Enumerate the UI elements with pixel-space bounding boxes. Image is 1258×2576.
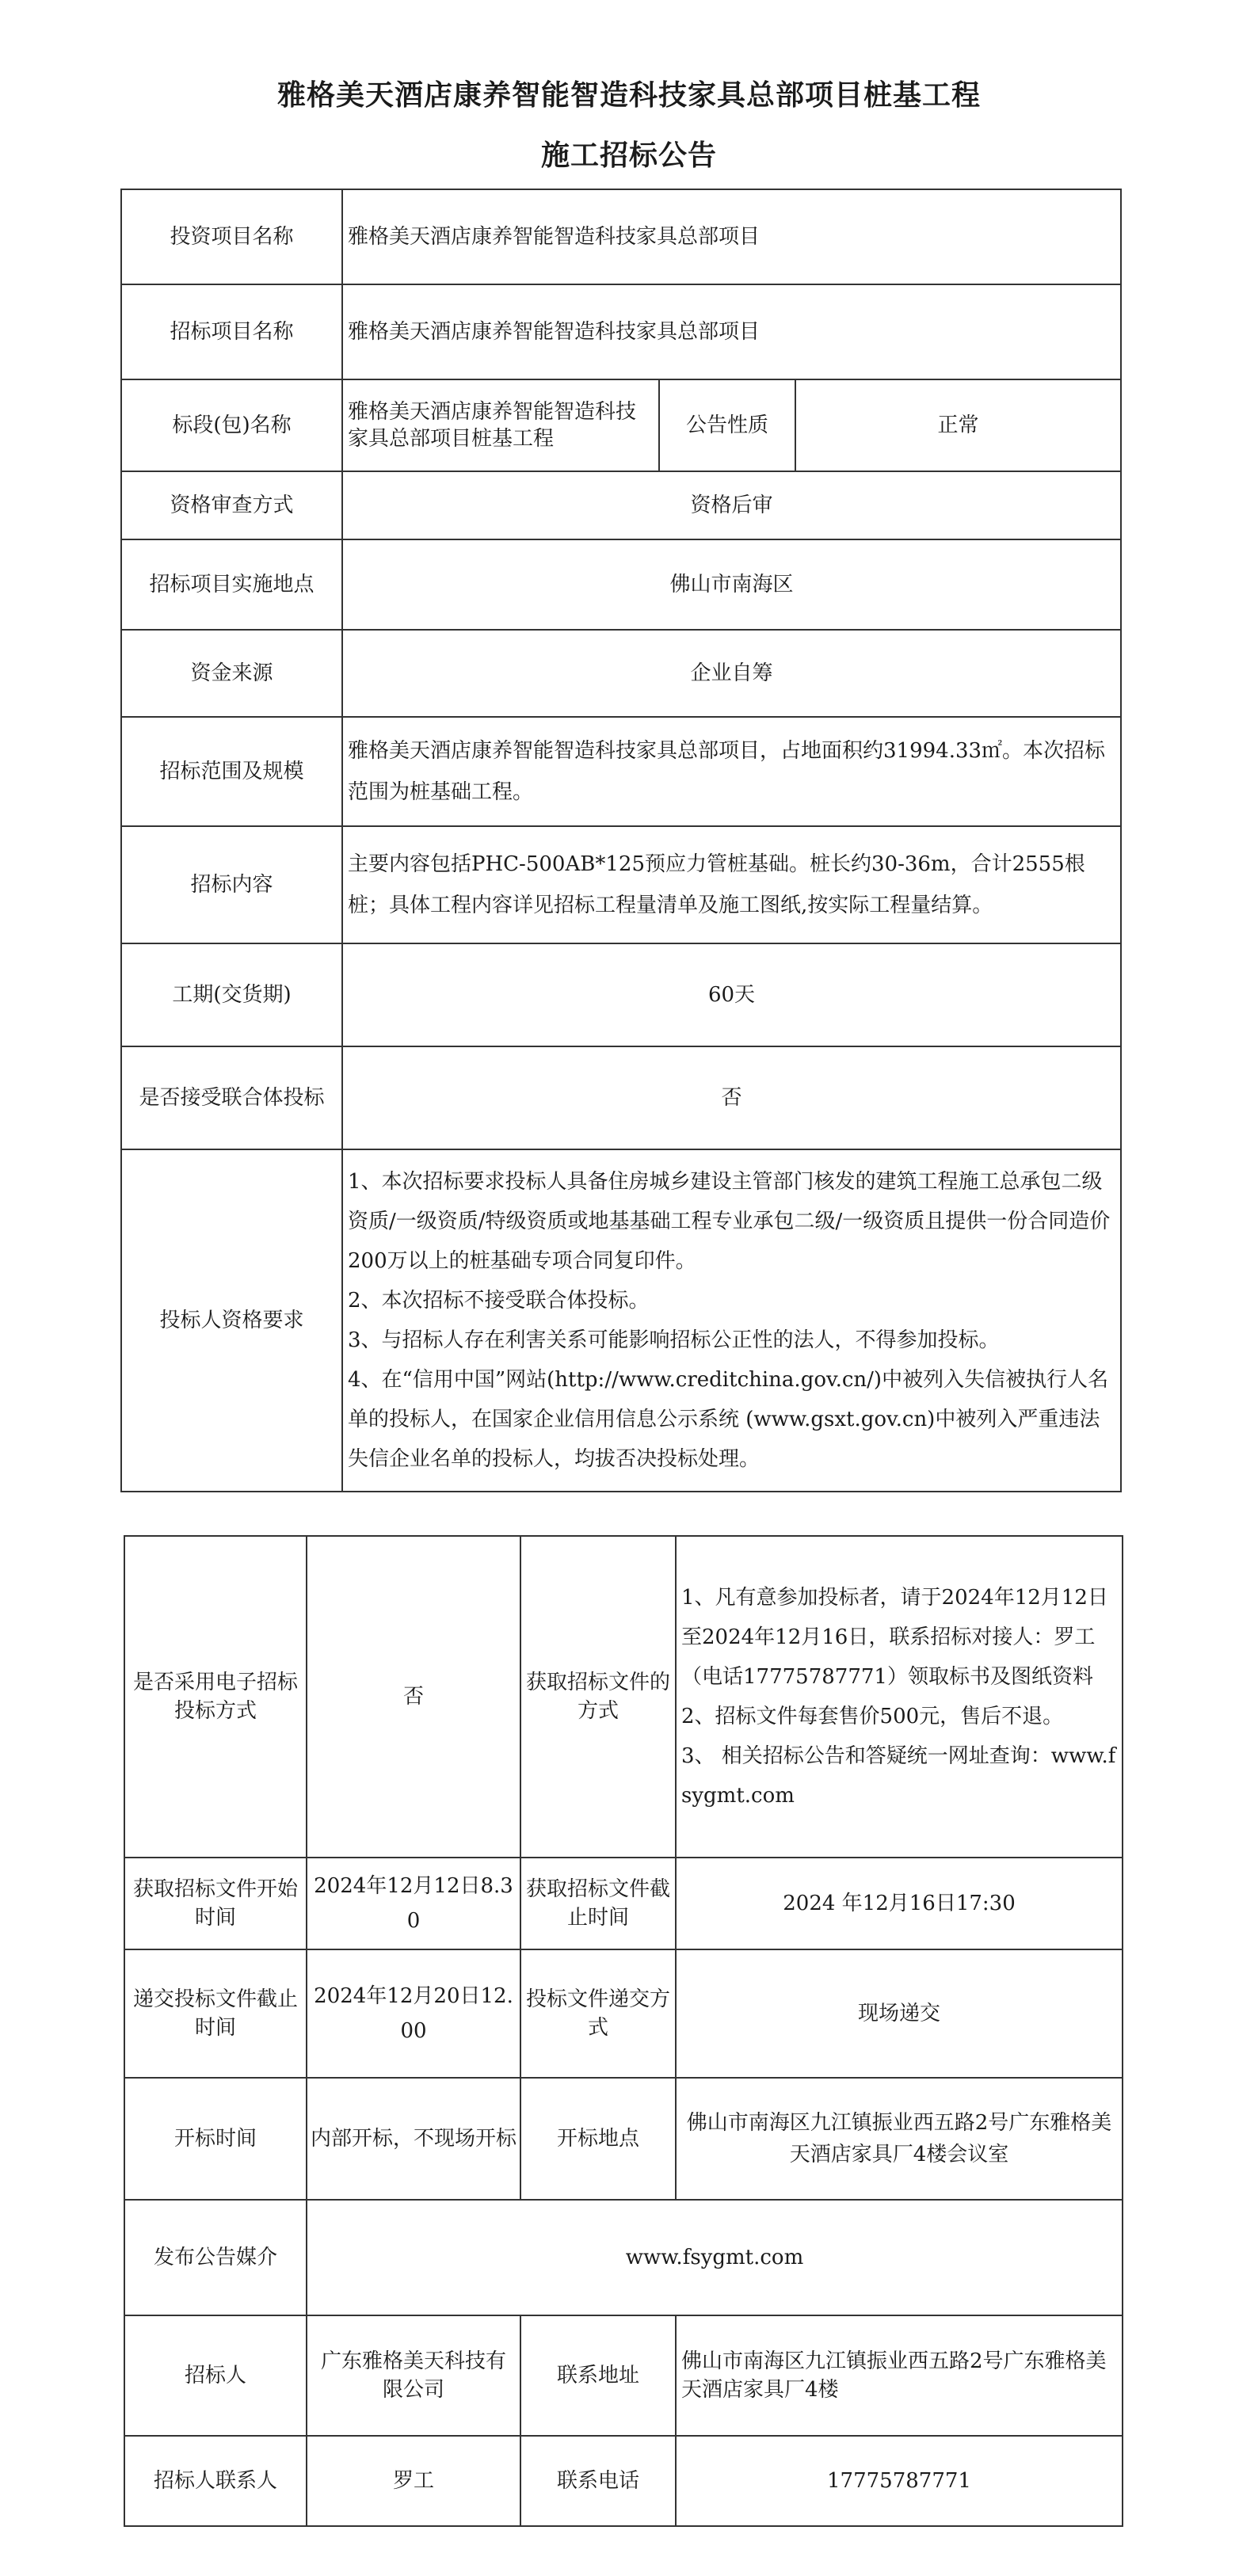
- contact-label: 招标人联系人: [124, 2436, 307, 2526]
- notice-title-line1: 雅格美天酒店康养智能智造科技家具总部项目桩基工程: [276, 78, 981, 112]
- media-label: 发布公告媒介: [124, 2200, 307, 2315]
- location-label: 招标项目实施地点: [121, 539, 342, 630]
- media-value: www.fsygmt.com: [307, 2200, 1123, 2315]
- bidder-req-label: 投标人资格要求: [121, 1149, 342, 1492]
- address-value: 佛山市南海区九江镇振业西五路2号广东雅格美天酒店家具厂4楼: [676, 2315, 1123, 2436]
- section-label: 标段(包)名称: [121, 379, 342, 471]
- funding-value: 企业自筹: [342, 630, 1121, 717]
- row-duration: [121, 943, 1121, 1046]
- tender-project-label: 招标项目名称: [121, 284, 342, 379]
- obtain-method-item: 3、 相关招标公告和答疑统一网址查询：www.fsygmt.com: [681, 1744, 1116, 1808]
- obtain-start-value: 2024年12月12日8.30: [307, 1858, 520, 1949]
- opening-place-value: 佛山市南海区九江镇振业西五路2号广东雅格美天酒店家具厂4楼会议室: [676, 2078, 1123, 2200]
- row-consortium: [121, 1046, 1121, 1149]
- opening-place-label: 开标地点: [520, 2078, 676, 2200]
- funding-label: 资金来源: [121, 630, 342, 717]
- notice-nature-label: 公告性质: [659, 379, 795, 471]
- electronic-value: 否: [307, 1536, 520, 1858]
- investment-project-value: 雅格美天酒店康养智能智造科技家具总部项目: [342, 189, 1121, 284]
- opening-time-value: 内部开标，不现场开标: [307, 2078, 520, 2200]
- scope-value: 雅格美天酒店康养智能智造科技家具总部项目，占地面积约31994.33㎡。本次招标范围为桩基础工程。: [342, 717, 1121, 826]
- qualification-review-value: 资格后审: [342, 471, 1121, 539]
- content-label: 招标内容: [121, 826, 342, 943]
- row-content: [121, 826, 1121, 943]
- bidder-req-item: 4、在“信用中国”网站(http://www.creditchina.gov.cn/)中被列入失信被执行人名单的投标人，在国家企业信用信息公示系统 (www.gsxt.gov.cn)中被列入严重违法失信企业名单的投标人，均拔否决投标处理。: [348, 1368, 1109, 1471]
- bidder-req-item: 2、本次招标不接受联合体投标。: [348, 1289, 650, 1313]
- obtain-start-label: 获取招标文件开始时间: [124, 1858, 307, 1949]
- project-info-table: [120, 189, 1122, 1492]
- row-media: [124, 2200, 1123, 2315]
- row-bidder-requirements: [121, 1149, 1121, 1492]
- obtain-method-value: [676, 1536, 1123, 1858]
- content-value: 主要内容包括PHC-500AB*125预应力管桩基础。桩长约30-36m，合计2555根桩；具体工程内容详见招标工程量清单及施工图纸,按实际工程量结算。: [342, 826, 1121, 943]
- tenderer-label: 招标人: [124, 2315, 307, 2436]
- scope-label: 招标范围及规模: [121, 717, 342, 826]
- section-value: 雅格美天酒店康养智能智造科技家具总部项目桩基工程: [342, 379, 659, 471]
- row-tender-project: [121, 284, 1121, 379]
- row-submission: [124, 1949, 1123, 2078]
- submit-deadline-value: 2024年12月20日12.00: [307, 1949, 520, 2078]
- row-scope: [121, 717, 1121, 826]
- electronic-label: 是否采用电子招标投标方式: [124, 1536, 307, 1858]
- notice-nature-value: 正常: [795, 379, 1121, 471]
- duration-value: 60天: [342, 943, 1121, 1046]
- row-section: [121, 379, 1121, 471]
- row-location: [121, 539, 1121, 630]
- row-investment-project: [121, 189, 1121, 284]
- obtain-end-label: 获取招标文件截止时间: [520, 1858, 676, 1949]
- row-funding: [121, 630, 1121, 717]
- duration-label: 工期(交货期): [121, 943, 342, 1046]
- location-value: 佛山市南海区: [342, 539, 1121, 630]
- notice-title-line2: 施工招标公告: [540, 139, 717, 172]
- qualification-review-label: 资格审查方式: [121, 471, 342, 539]
- contact-value: 罗工: [307, 2436, 520, 2526]
- phone-label: 联系电话: [520, 2436, 676, 2526]
- bidder-req-value: [342, 1149, 1121, 1492]
- phone-value: 17775787771: [676, 2436, 1123, 2526]
- tender-project-value: 雅格美天酒店康养智能智造科技家具总部项目: [342, 284, 1121, 379]
- obtain-method-item: 1、凡有意参加投标者，请于2024年12月12日至2024年12月16日，联系招标对接人：罗工（电话17775787771）领取标书及图纸资料: [681, 1586, 1108, 1689]
- opening-time-label: 开标时间: [124, 2078, 307, 2200]
- row-obtain-times: [124, 1858, 1123, 1949]
- consortium-value: 否: [342, 1046, 1121, 1149]
- submit-method-value: 现场递交: [676, 1949, 1123, 2078]
- bidder-req-item: 3、与招标人存在利害关系可能影响招标公正性的法人，不得参加投标。: [348, 1328, 1000, 1352]
- bidder-req-item: 1、本次招标要求投标人具备住房城乡建设主管部门核发的建筑工程施工总承包二级资质/一级资质/特级资质或地基基础工程专业承包二级/一级资质且提供一份合同造价200万以上的桩基础专项合同复印件。: [348, 1170, 1111, 1273]
- submit-deadline-label: 递交投标文件截止时间: [124, 1949, 307, 2078]
- consortium-label: 是否接受联合体投标: [121, 1046, 342, 1149]
- obtain-method-label: 获取招标文件的方式: [520, 1536, 676, 1858]
- row-qualification-review: [121, 471, 1121, 539]
- obtain-end-value: 2024 年12月16日17:30: [676, 1858, 1123, 1949]
- tender-schedule-table: [124, 1535, 1123, 2527]
- tenderer-value: 广东雅格美天科技有限公司: [307, 2315, 520, 2436]
- row-electronic: [124, 1536, 1123, 1858]
- obtain-method-item: 2、招标文件每套售价500元，售后不退。: [681, 1705, 1064, 1728]
- investment-project-label: 投资项目名称: [121, 189, 342, 284]
- row-opening: [124, 2078, 1123, 2200]
- row-contact: [124, 2436, 1123, 2526]
- address-label: 联系地址: [520, 2315, 676, 2436]
- submit-method-label: 投标文件递交方式: [520, 1949, 676, 2078]
- row-tenderer: [124, 2315, 1123, 2436]
